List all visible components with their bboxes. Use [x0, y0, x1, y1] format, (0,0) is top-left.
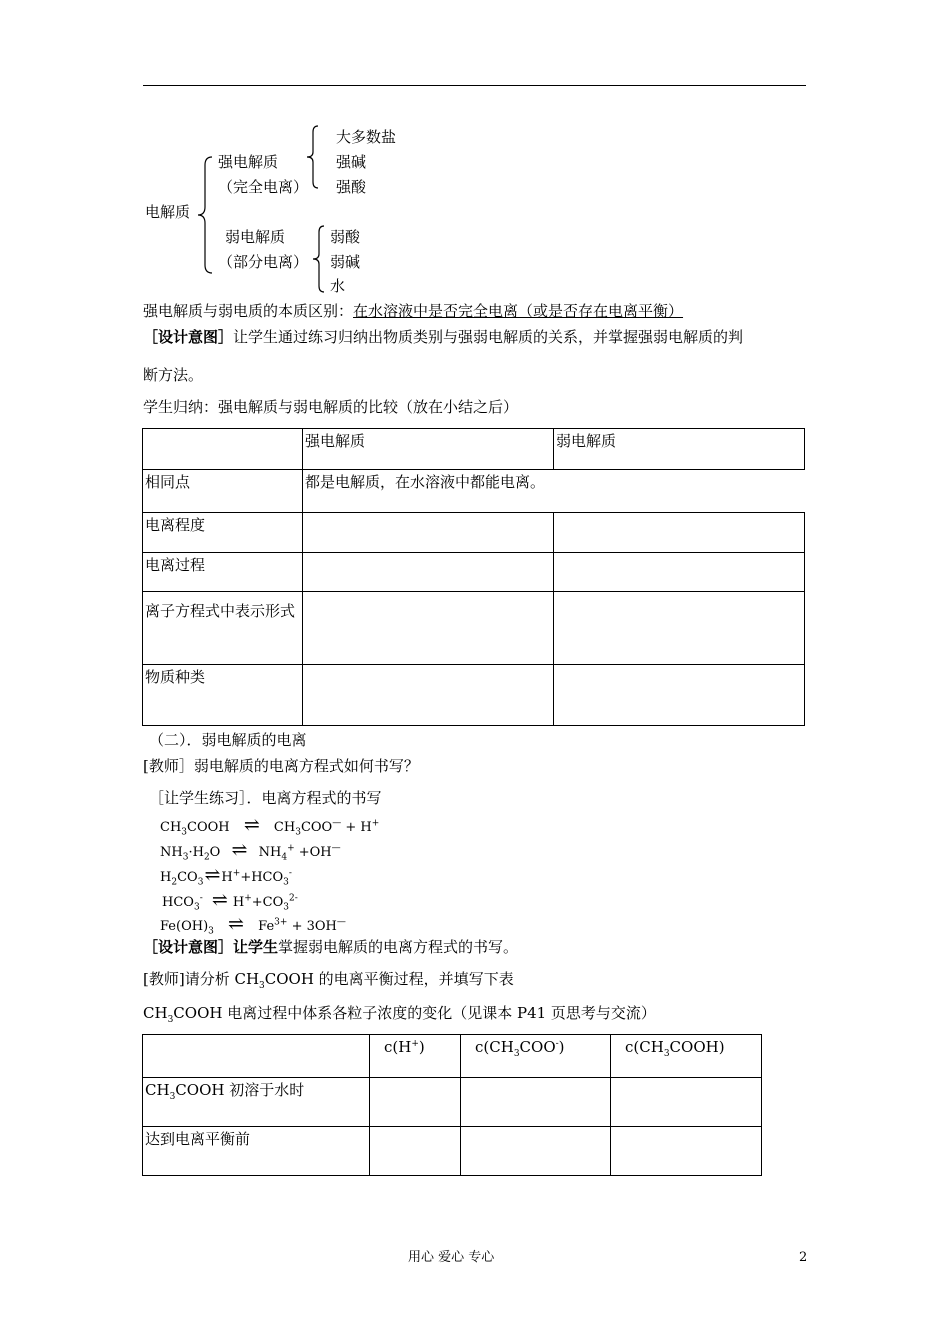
table-cell[interactable]: [303, 592, 554, 665]
table-cell[interactable]: [554, 665, 805, 726]
table-cell[interactable]: [303, 553, 554, 592]
strong-item-base: 强碱: [336, 153, 367, 171]
table1-row-label: 物质种类: [143, 665, 303, 726]
equation-carbonic-acid: $H_2CO_3\rightleftharpoons H^++HCO_3^-$: [160, 864, 292, 888]
table-cell: [143, 1035, 370, 1078]
essence-line: 强电解质与弱电质的本质区别：在水溶液中是否完全电离（或是否存在电离平衡）: [143, 302, 684, 320]
equation-acetic-acid: $CH_3COOH$ ⇌ $CH_3COO^— + H^+$: [160, 814, 380, 838]
weak-electrolyte-label: 弱电解质: [225, 228, 286, 246]
weak-electrolyte-note: （部分电离）: [218, 253, 309, 271]
equilibrium-arrow-icon: ⇌: [228, 913, 244, 935]
weak-item-base: 弱碱: [330, 253, 361, 271]
table1-row-label: 离子方程式中表示形式: [143, 592, 303, 665]
table2-title: $CH_3COOH$ 电离过程中体系各粒子浓度的变化（见课本 P41 页思考与交流）: [143, 1004, 656, 1025]
strong-electrolyte-label: 强电解质: [218, 153, 279, 171]
table-cell[interactable]: [461, 1127, 611, 1176]
table-cell[interactable]: [611, 1127, 762, 1176]
table-cell[interactable]: [554, 592, 805, 665]
design-intent-1: ［设计意图］让学生通过练习归纳出物质类别与强弱电解质的关系，并掌握强弱电解质的判: [143, 328, 744, 346]
practice-title: ［让学生练习］．电离方程式的书写: [149, 789, 382, 807]
table-cell[interactable]: [370, 1127, 461, 1176]
summary-title: 学生归纳：强电解质与弱电解质的比较（放在小结之后）: [143, 398, 519, 416]
strong-electrolyte-note: （完全电离）: [218, 178, 309, 196]
weak-item-acid: 弱酸: [330, 228, 361, 246]
table-cell[interactable]: [303, 513, 554, 553]
table-cell[interactable]: [554, 553, 805, 592]
table1-row-label: 相同点: [143, 470, 303, 513]
section-heading: （二）．弱电解质的电离: [149, 731, 307, 749]
table1-header-weak: 弱电解质: [554, 429, 805, 470]
comparison-table: [142, 428, 805, 726]
left-brace: [196, 155, 216, 275]
header-rule: [143, 85, 806, 86]
concentration-table: [142, 1034, 762, 1176]
equilibrium-arrow-icon: ⇌: [231, 839, 248, 861]
strong-item-salt: 大多数盐: [336, 128, 397, 146]
teacher-question: [教师］弱电解质的电离方程式如何书写？: [143, 757, 419, 775]
table-cell[interactable]: [303, 665, 554, 726]
table2-row-label: $CH_3COOH$ 初溶于水时: [143, 1078, 370, 1127]
weak-item-water: 水: [330, 277, 346, 295]
footer-motto: 用心 爱心 专心: [408, 1250, 495, 1265]
header-acetic-acid: $c(CH_3COOH)$: [611, 1035, 762, 1078]
equation-iron-hydroxide: $Fe(OH)_3$ ⇌ $Fe^{3+} + 3OH^—$: [160, 913, 346, 937]
table-cell[interactable]: [370, 1078, 461, 1127]
header-acetate: $c(CH_3COO^-)$: [461, 1035, 611, 1078]
header-h-plus: c(H+): [370, 1035, 461, 1078]
design-intent-1-cont: 断方法。: [143, 366, 204, 384]
equation-ammonia: $NH_3\cdot H_2O$ ⇌ $NH_4^+ +OH^—$: [160, 839, 341, 863]
table1-row-label: 电离过程: [143, 553, 303, 592]
table-cell[interactable]: [611, 1078, 762, 1127]
strong-brace: [304, 124, 322, 190]
table1-same-text: 都是电解质，在水溶液中都能电离。: [303, 470, 805, 513]
teacher-instruction: [教师]请分析 $CH_3COOH$ 的电离平衡过程，并填写下表: [143, 970, 514, 991]
table1-row-label: 电离程度: [143, 513, 303, 553]
tree-root: 电解质: [145, 203, 191, 221]
equation-bicarbonate: $HCO_3^-$ ⇌ $H^++CO_3^{2-}$: [162, 889, 298, 913]
equilibrium-arrow-icon: ⇌: [243, 814, 260, 836]
strong-item-acid: 强酸: [336, 178, 367, 196]
table-cell[interactable]: [554, 513, 805, 553]
equilibrium-arrow-icon: ⇌: [204, 864, 221, 886]
weak-brace: [310, 224, 328, 294]
table1-header-blank: [143, 429, 303, 470]
table-cell[interactable]: [461, 1078, 611, 1127]
table2-row-label: 达到电离平衡前: [143, 1127, 370, 1176]
page-number: 2: [799, 1250, 808, 1265]
equilibrium-arrow-icon: ⇌: [211, 889, 228, 911]
table1-header-strong: 强电解质: [303, 429, 554, 470]
design-intent-2: ［设计意图］让学生掌握弱电解质的电离方程式的书写。: [143, 938, 519, 956]
